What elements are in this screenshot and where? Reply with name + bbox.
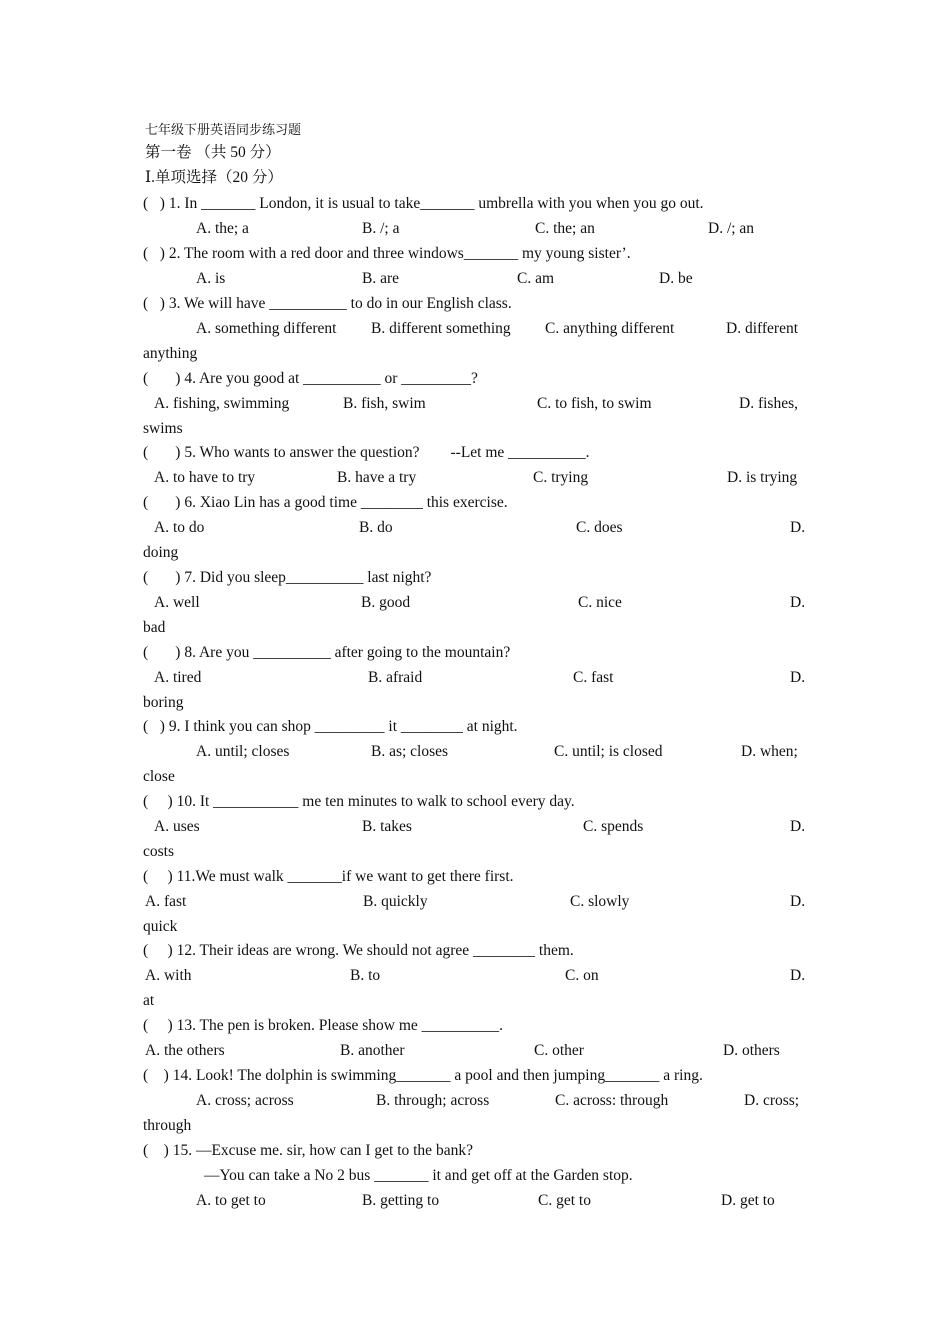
option-c: C. on [565,967,599,984]
option-c: C. other [534,1042,584,1059]
question-stem: ( ) 7. Did you sleep__________ last night? [143,569,432,586]
option-c: C. to fish, to swim [537,395,652,412]
volume-heading: 第一卷 （共 50 分） [145,144,281,161]
option-c: C. fast [573,669,614,686]
option-a: A. to get to [196,1192,266,1209]
question-stem: ( ) 6. Xiao Lin has a good time ________ this exercise. [143,494,508,511]
option-d: D. others [723,1042,780,1059]
option-b: B. getting to [362,1192,440,1209]
option-c: C. slowly [570,893,630,910]
option-b: B. another [340,1042,405,1059]
option-d: D. /; an [708,220,755,237]
option-c: C. the; an [535,220,595,237]
option-d: D. be [659,270,693,287]
option-c: C. across: through [555,1092,669,1109]
option-d: D. [790,818,806,835]
option-c: C. spends [583,818,644,835]
option-d: D. [790,893,806,910]
option-d: D. [790,519,806,536]
option-wrap: at [143,992,155,1009]
option-b: B. have a try [337,469,417,486]
option-wrap: through [143,1117,192,1134]
option-b: B. do [359,519,393,536]
question-stem: ( ) 14. Look! The dolphin is swimming_______ a pool and then jumping_______ a ring. [143,1067,703,1084]
option-wrap: bad [143,619,166,636]
option-d: D. cross; [744,1092,800,1109]
option-a: A. with [145,967,192,984]
option-d: D. when; [741,743,798,760]
option-a: A. until; closes [196,743,290,760]
option-a: A. the; a [196,220,249,237]
option-a: A. well [154,594,200,611]
option-b: B. different something [371,320,511,337]
option-c: C. nice [578,594,622,611]
option-d: D. [790,967,806,984]
option-b: B. takes [362,818,412,835]
option-d: D. fishes, [739,395,798,412]
question-stem: ( ) 1. In _______ London, it is usual to take_______ umbrella with you when you go out. [143,195,704,212]
option-c: C. get to [538,1192,591,1209]
option-b: B. are [362,270,400,287]
section-heading: Ⅰ.单项选择（20 分） [145,169,283,186]
option-a: A. something different [196,320,337,337]
option-wrap: close [143,768,175,785]
question-stem-reply: —You can take a No 2 bus _______ it and get off at the Garden stop. [204,1167,633,1184]
option-a: A. fast [145,893,187,910]
question-stem: ( ) 8. Are you __________ after going to the mountain? [143,644,511,661]
option-b: B. afraid [368,669,423,686]
question-stem: ( ) 13. The pen is broken. Please show me __________. [143,1017,504,1034]
option-a: A. tired [154,669,202,686]
question-stem: ( ) 2. The room with a red door and three windows_______ my young sister’. [143,245,631,262]
option-b: B. quickly [363,893,428,910]
option-wrap: anything [143,345,198,362]
option-wrap: costs [143,843,174,860]
option-b: B. good [361,594,411,611]
question-stem: ( ) 10. It ___________ me ten minutes to walk to school every day. [143,793,575,810]
question-stem: ( ) 5. Who wants to answer the question? --Let me __________. [143,444,590,461]
option-c: C. trying [533,469,589,486]
question-stem: ( ) 12. Their ideas are wrong. We should not agree ________ them. [143,942,574,959]
question-stem: ( ) 11.We must walk _______if we want to get there first. [143,868,514,885]
option-d: D. get to [721,1192,775,1209]
option-wrap: swims [143,420,183,437]
option-wrap: quick [143,918,178,935]
option-a: A. is [196,270,226,287]
option-wrap: doing [143,544,179,561]
question-stem: ( ) 15. —Excuse me. sir, how can I get to the bank? [143,1142,473,1159]
option-a: A. fishing, swimming [154,395,290,412]
option-c: C. until; is closed [554,743,663,760]
option-b: B. fish, swim [343,395,426,412]
option-d: D. [790,669,806,686]
option-a: A. to have to try [154,469,256,486]
question-stem: ( ) 9. I think you can shop _________ it ________ at night. [143,718,518,735]
option-c: C. anything different [545,320,675,337]
option-d: D. [790,594,806,611]
question-stem: ( ) 3. We will have __________ to do in our English class. [143,295,512,312]
option-b: B. as; closes [371,743,449,760]
option-c: C. am [517,270,555,287]
option-a: A. cross; across [196,1092,294,1109]
option-a: A. uses [154,818,200,835]
option-d: D. is trying [727,469,798,486]
document-subtitle: 七年级下册英语同步练习题 [145,122,302,137]
option-b: B. /; a [362,220,400,237]
question-stem: ( ) 4. Are you good at __________ or _________? [143,370,478,387]
option-b: B. to [350,967,381,984]
option-d: D. different [726,320,799,337]
option-c: C. does [576,519,623,536]
option-a: A. to do [154,519,205,536]
option-b: B. through; across [376,1092,490,1109]
option-a: A. the others [145,1042,225,1059]
option-wrap: boring [143,694,184,711]
